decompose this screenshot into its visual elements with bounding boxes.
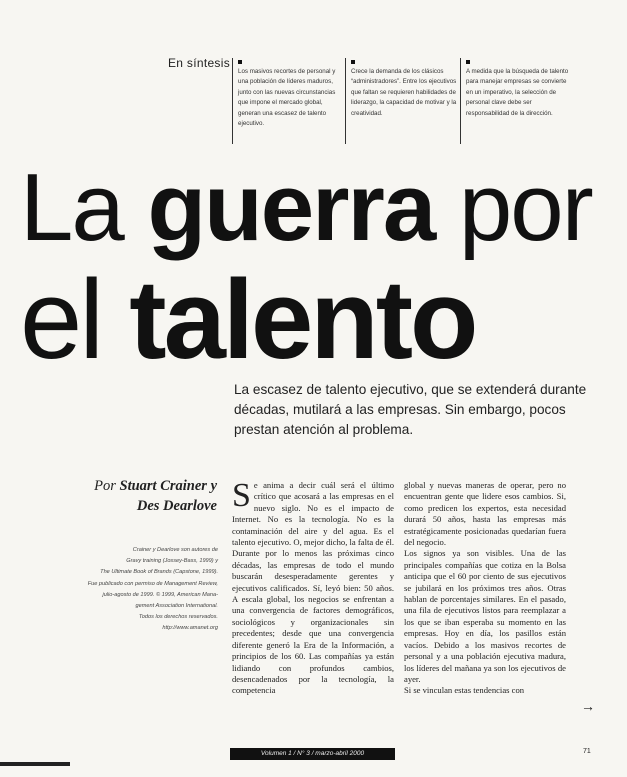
bio-line: Todos los derechos reservados.: [138, 614, 218, 621]
bio-line: Crainer y Dearlove son autores de: [132, 547, 218, 553]
subtitle: La escasez de talento ejecutivo, que se extenderá durante décadas, mutilará a las empresas. Sin embargo, pocos prestan atención al problema.: [234, 382, 587, 437]
decorative-rule: [0, 762, 70, 766]
headline-word: por: [434, 154, 592, 261]
issue-footer: Volumen 1 / N° 3 / marzo-abril 2000: [230, 748, 395, 760]
summary-item-1: [232, 58, 344, 144]
bullet-icon: [238, 60, 242, 64]
headline-word-bold: talento: [129, 257, 476, 382]
headline-word-bold: guerra: [147, 154, 435, 261]
summary-item-text: A medida que la búsqueda de talento para manejar empresas se convierte en un imperativo, la selección de personal clave debe ser responsabilidad de la dirección.: [466, 68, 569, 117]
body-paragraph: Si se vinculan estas tendencias con: [404, 685, 525, 696]
bullet-icon: [466, 60, 470, 64]
summary-item-text: Los masivos recortes de personal y una población de líderes maduros, junto con las nuevas circunstancias que impone el mercado global, generan una escasez de talento ejecutivo.: [238, 68, 336, 128]
headline-line-2: [20, 257, 620, 382]
bio-line: gement Association International.: [135, 603, 218, 610]
bio-line: Fue publicado con permiso de Management Review,: [87, 580, 218, 587]
bio-line: Gravy training (Jossey-Bass, 1999) y: [126, 558, 218, 565]
drop-cap: S: [232, 477, 251, 514]
summary-item-text: Crece la demanda de los clásicos “administradores”. Entre los ejecutivos que faltan se requieren habilidades de liderazgo, la capacidad de motivar y la creatividad.: [351, 68, 457, 117]
bio-line: The Ultimate Book of Brands (Capstone, 1999).: [100, 569, 218, 576]
body-column-2: [404, 480, 566, 697]
summary-item-3: [460, 58, 572, 144]
author-bio: [40, 545, 218, 635]
author-line-1: [94, 478, 217, 495]
author-name: Des Dearlove: [136, 498, 217, 514]
headline-word: La: [20, 154, 148, 261]
author-line-2: [137, 498, 217, 515]
headline-line-1: [20, 154, 620, 261]
headline-word: el: [20, 257, 130, 382]
continue-arrow-icon: →: [581, 700, 595, 715]
author-prefix: Por: [94, 478, 120, 494]
body-paragraph: global y nuevas maneras de operar, pero no encuentran gente que lidere esos cambios. Si, como predicen los expertos, esta necesidad durará 50 años, hasta las empresas más estratégicamente posicionadas quedarían fuera del negocio.: [404, 480, 566, 548]
bio-link[interactable]: http://www.amanet.org: [162, 625, 218, 632]
summary-label: En síntesis: [168, 56, 230, 70]
page-number: 71: [583, 748, 591, 755]
author-name: Stuart Crainer y: [119, 478, 217, 494]
body-paragraph: Los signos ya son visibles. Una de las principales compañías que cotiza en la Bolsa anticipa que el 60 por ciento de sus ejecutivos se jubilará en los próximos tres años. Otras hablan de porcentajes similares. En el pasado, una fila de ejecutivos listos para reemplazar a los que se iban esperaba su momento en las empresas. Hoy en día, los pasillos están vacíos. Debido a los masivos recortes de personal y a una población ejecutiva madura, los líderes del mañana ya son los ejecutivos de ayer.: [404, 548, 566, 684]
body-column-1: [232, 477, 394, 697]
bullet-icon: [351, 60, 355, 64]
summary-item-2: [345, 58, 457, 144]
bio-line: julio-agosto de 1999. © 1999, American Mana-: [102, 591, 218, 598]
body-text: e anima a decir cuál será el último crítico que acosará a las empresas en el nuevo siglo. No es el impacto de Internet. No es la tecnología. No es la contaminación del aire y del agua. Es el talento ejecutivo. O, mejor dicho, la falta de él. Durante por lo menos las próximas cinco décadas, las empresas de todo el mundo buscarán desesperadamente gerentes y ejecutivos calificados. Sí, leyó bien: 50 años. A escala global, los negocios se enfrentan a una convergencia de factores demográficos, sociológicos y organizacionales sin precedentes; desde que una convergencia diferente generó la Era de la Información, a principios de los 60. Las compañías ya están lidiando con profundos cambios, desencadenados por la tecnología, la competencia: [232, 480, 394, 696]
